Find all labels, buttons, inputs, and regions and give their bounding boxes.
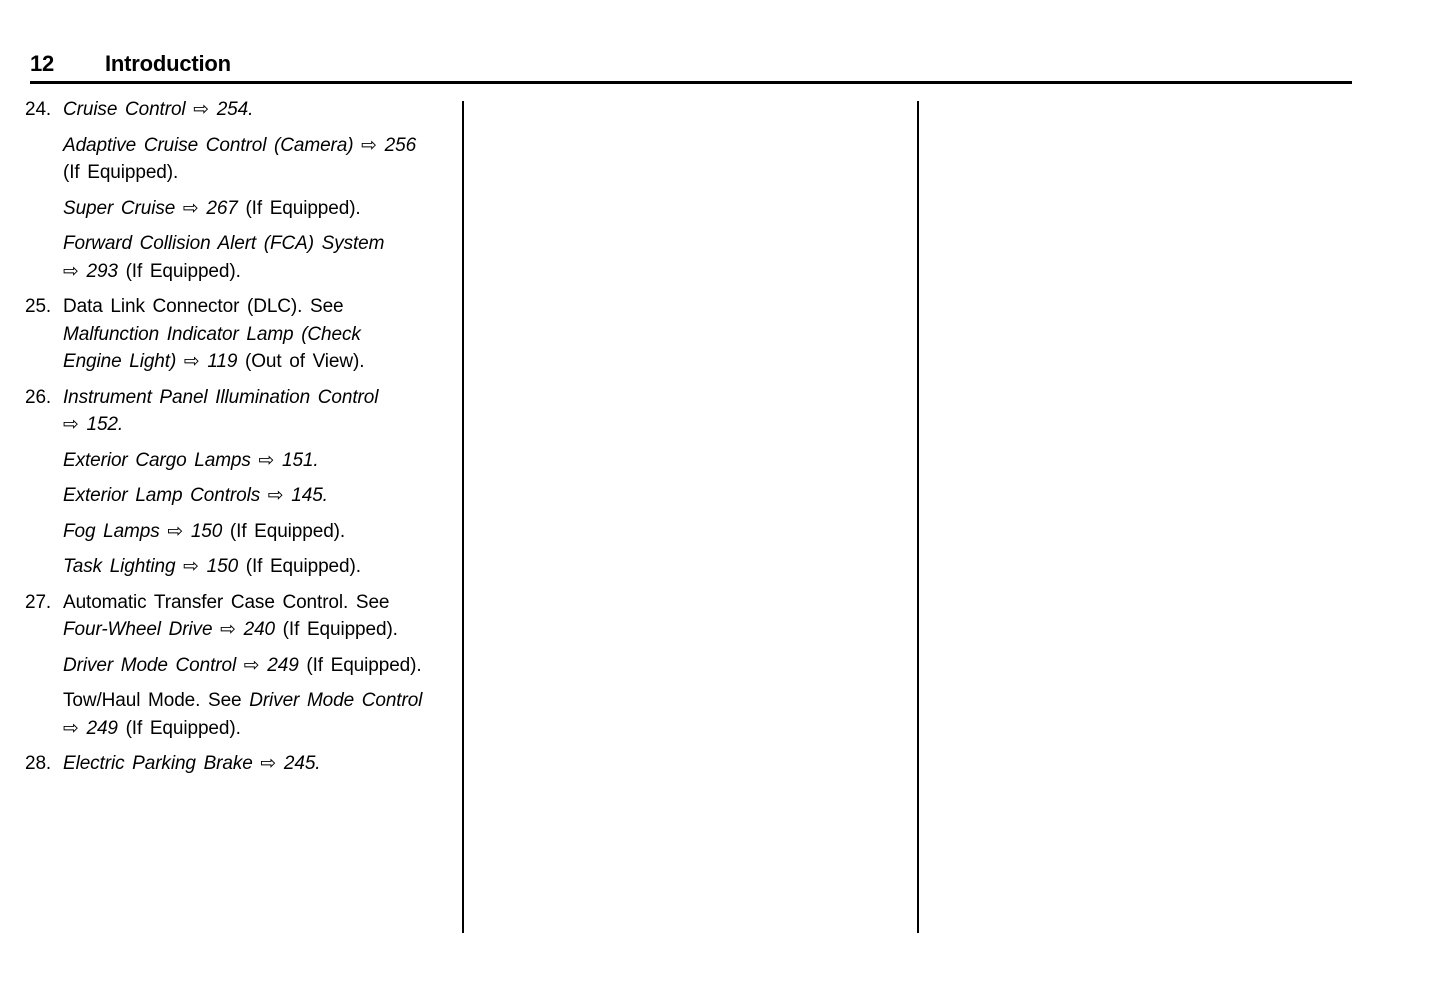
toc-paragraph — [63, 687, 457, 742]
toc-item — [25, 750, 457, 778]
toc-item — [25, 384, 457, 581]
toc-list — [25, 96, 457, 778]
toc-paragraph — [63, 230, 457, 285]
toc-segment: Forward Collision Alert (FCA) System — [63, 233, 385, 254]
toc-segment: Instrument Panel Illumination Control — [63, 386, 379, 408]
toc-segment: Malfunction Indicator Lamp (Check — [63, 323, 361, 345]
toc-segment: Driver Mode Control ⇨ 249 — [63, 654, 299, 676]
toc-segment: Super Cruise ⇨ 267 — [63, 197, 238, 219]
toc-line — [63, 96, 457, 124]
column-divider-2 — [917, 101, 919, 933]
item-body — [63, 384, 457, 581]
toc-line — [63, 616, 457, 644]
item-body — [63, 96, 457, 285]
toc-line — [63, 687, 457, 715]
toc-segment: Cruise Control ⇨ 254. — [63, 99, 254, 120]
toc-segment: ⇨ 249 — [63, 717, 118, 739]
toc-line — [63, 652, 457, 680]
toc-segment: Task Lighting ⇨ 150 — [63, 556, 239, 577]
toc-line — [63, 195, 457, 223]
toc-line — [63, 482, 457, 510]
toc-line — [63, 447, 457, 475]
header-rule — [30, 81, 1352, 84]
toc-segment: (If Equipped). — [237, 197, 361, 219]
item-body — [63, 750, 457, 778]
item-number: 24. — [25, 99, 52, 120]
page-header — [30, 51, 231, 77]
toc-line — [63, 258, 457, 286]
toc-segment: (If Equipped). — [117, 260, 241, 282]
toc-paragraph — [63, 195, 457, 223]
toc-paragraph — [63, 518, 457, 546]
toc-line — [63, 159, 457, 187]
toc-line — [63, 750, 457, 778]
item-number: 27. — [25, 591, 52, 613]
toc-segment: Tow/Haul Mode. See — [63, 690, 250, 711]
toc-line — [63, 348, 457, 376]
toc-segment: (If Equipped). — [275, 619, 398, 640]
toc-segment: Four-Wheel Drive ⇨ 240 — [63, 619, 275, 640]
item-body — [63, 293, 457, 376]
toc-segment: Automatic Transfer Case Control. See — [63, 591, 390, 613]
toc-segment: Driver Mode Control — [249, 690, 423, 711]
toc-line — [63, 293, 457, 321]
item-number: 25. — [25, 296, 52, 317]
toc-segment: (If Equipped). — [298, 654, 422, 676]
toc-line — [63, 589, 457, 617]
toc-paragraph — [63, 553, 457, 581]
toc-paragraph — [63, 96, 457, 124]
toc-paragraph — [63, 447, 457, 475]
toc-item — [25, 293, 457, 376]
toc-line — [63, 553, 457, 581]
toc-segment: Adaptive Cruise Control (Camera) ⇨ 256 — [63, 134, 417, 156]
toc-paragraph — [63, 482, 457, 510]
toc-line — [63, 518, 457, 546]
toc-item — [25, 96, 457, 285]
toc-line — [63, 321, 457, 349]
item-number: 26. — [25, 386, 52, 408]
toc-item — [25, 589, 457, 743]
toc-segment: (If Equipped). — [117, 717, 241, 739]
item-body — [63, 589, 457, 743]
toc-segment: (If Equipped). — [63, 162, 179, 183]
toc-segment: (If Equipped). — [238, 556, 361, 577]
page-title: Introduction — [105, 51, 231, 76]
toc-paragraph — [63, 132, 457, 187]
toc-line — [63, 132, 457, 160]
toc-segment: Electric Parking Brake ⇨ 245. — [63, 753, 321, 774]
column-divider-1 — [462, 101, 464, 933]
toc-paragraph — [63, 750, 457, 778]
toc-line — [63, 230, 457, 258]
toc-segment: (If Equipped). — [222, 520, 346, 542]
toc-segment: Exterior Lamp Controls ⇨ 145. — [63, 485, 328, 506]
toc-segment: (Out of View). — [237, 351, 365, 372]
item-number: 28. — [25, 753, 52, 774]
toc-paragraph — [63, 652, 457, 680]
toc-segment: ⇨ 293 — [63, 260, 118, 282]
toc-paragraph — [63, 384, 457, 439]
toc-segment: ⇨ 152. — [63, 414, 124, 435]
toc-line — [63, 715, 457, 743]
toc-paragraph — [63, 293, 457, 376]
toc-segment: Exterior Cargo Lamps ⇨ 151. — [63, 449, 319, 471]
toc-segment: Data Link Connector (DLC). See — [63, 296, 344, 317]
toc-line — [63, 411, 457, 439]
toc-line — [63, 384, 457, 412]
toc-paragraph — [63, 589, 457, 644]
toc-segment: Fog Lamps ⇨ 150 — [63, 520, 223, 542]
page-number: 12 — [30, 51, 55, 76]
toc-segment: Engine Light) ⇨ 119 — [63, 351, 238, 372]
